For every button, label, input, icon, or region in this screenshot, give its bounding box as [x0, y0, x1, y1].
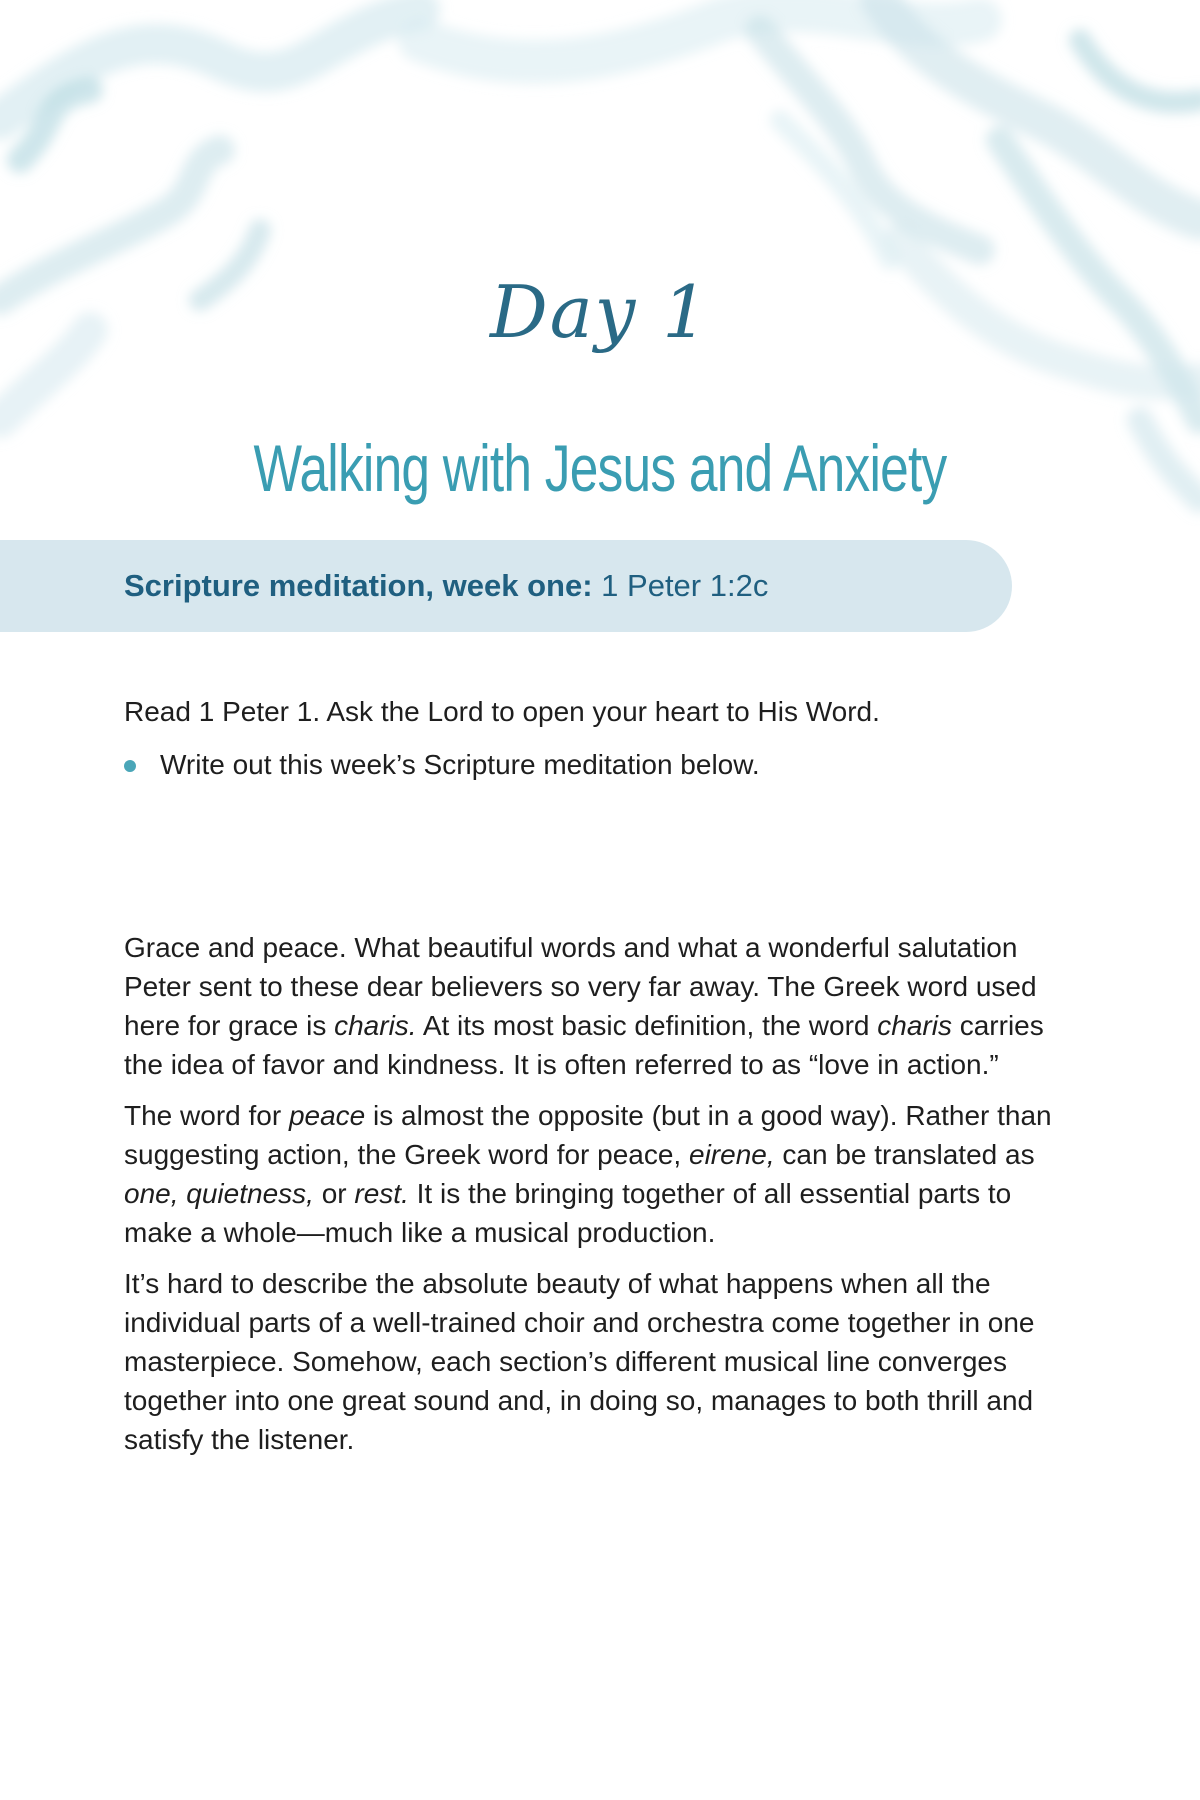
- bullet-dot-icon: [124, 760, 136, 772]
- body-text: [124, 928, 1054, 1471]
- banner-text: [124, 568, 768, 604]
- reading-instruction: Read 1 Peter 1. Ask the Lord to open your heart to His Word.: [124, 696, 880, 727]
- banner-reference: 1 Peter 1:2c: [601, 568, 769, 603]
- paragraph-choir: It’s hard to describe the absolute beauty of what happens when all the individual parts of a well-trained choir and orchestra come together in one masterpiece. Somehow, each section’s different musical line converges together into one great sound and, in doing so, manages to both thrill and satisfy the listener.: [124, 1268, 1035, 1455]
- paragraph-peace: The word for peace is almost the opposite (but in a good way). Rather than suggesting action, the Greek word for peace, eirene, can be translated as one, quietness, or rest. It is the bringing together of all essential parts to make a whole—much like a musical production.: [124, 1100, 1052, 1248]
- paragraph-grace: Grace and peace. What beautiful words and what a wonderful salutation Peter sent to these dear believers so very far away. The Greek word used here for grace is charis. At its most basic definition, the word charis carries the idea of favor and kindness. It is often referred to as “love in action.”: [124, 932, 1044, 1080]
- bullet-text: Write out this week’s Scripture meditation below.: [160, 749, 760, 780]
- page-title: Walking with Jesus and Anxiety: [253, 431, 947, 505]
- banner-label: Scripture meditation, week one:: [124, 568, 593, 603]
- scripture-banner: [0, 540, 1012, 632]
- bullet-item: [124, 745, 760, 784]
- day-title: Day 1: [489, 270, 711, 354]
